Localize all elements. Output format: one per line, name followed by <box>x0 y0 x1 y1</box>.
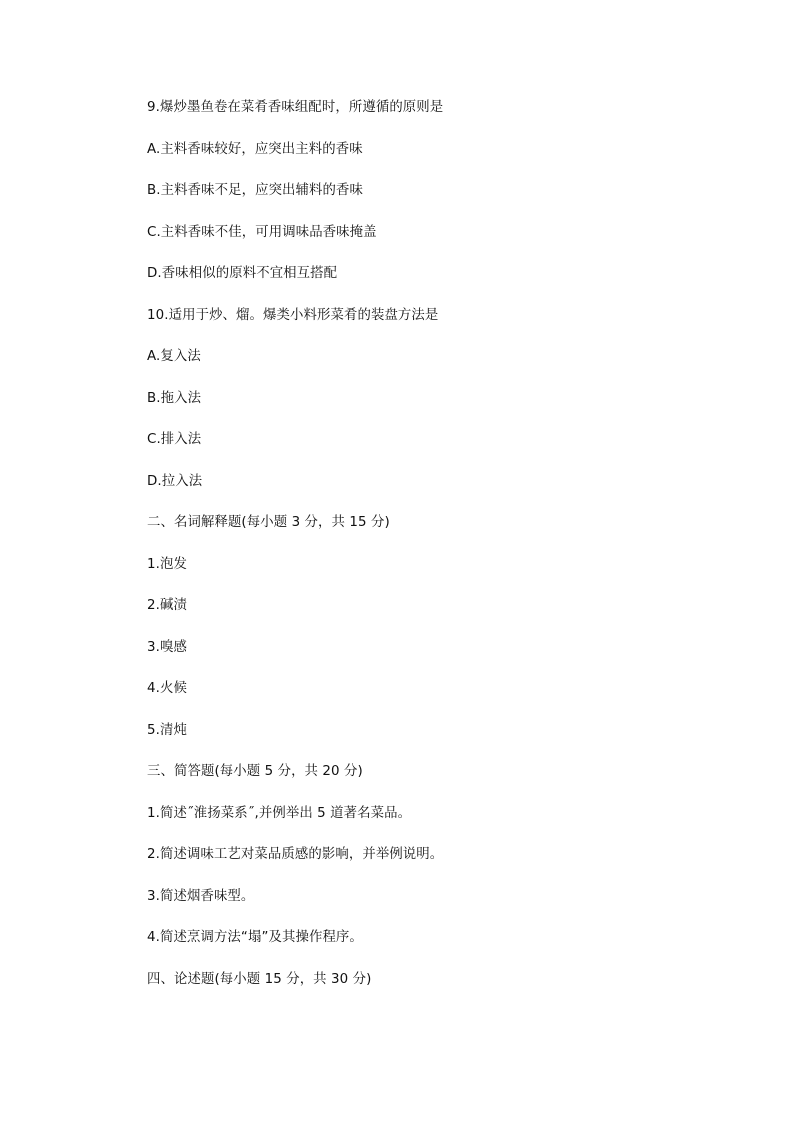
section-heading-terms: 二、名词解释题(每小题 3 分，共 15 分) <box>147 515 390 530</box>
term-item: 3.嗅感 <box>147 639 187 655</box>
short-answer-item: 4.简述烹调方法“塌”及其操作程序。 <box>147 930 363 945</box>
term-item: 2.碱渍 <box>147 598 187 613</box>
term-item: 1.泡发 <box>147 556 187 572</box>
term-item: 4.火候 <box>147 681 187 696</box>
question-9-option-a: A.主料香味较好，应突出主料的香味 <box>147 141 363 157</box>
question-10-option-d: D.拉入法 <box>147 473 203 489</box>
question-9-option-d: D.香味相似的原料不宜相互搭配 <box>147 266 338 281</box>
short-answer-item: 1.简述˝淮扬菜系˝,并例举出 5 道著名菜品。 <box>147 805 412 821</box>
section-heading-short-answer: 三、简答题(每小题 5 分，共 20 分) <box>147 764 363 779</box>
short-answer-item: 2.简述调味工艺对菜品质感的影响，并举例说明。 <box>147 847 444 862</box>
short-answer-item: 3.简述烟香味型。 <box>147 888 255 904</box>
question-10: 10.适用于炒、熘。爆类小料形菜肴的装盘方法是 <box>147 307 439 323</box>
section-heading-essay: 四、论述题(每小题 15 分，共 30 分) <box>147 971 372 987</box>
question-9-option-c: C.主料香味不佳，可用调味品香味掩盖 <box>147 224 377 240</box>
question-9-option-b: B.主料香味不足，应突出辅料的香味 <box>147 183 364 198</box>
exam-text <box>147 98 747 1011</box>
question-10-option-a: A.复入法 <box>147 349 201 364</box>
question-10-option-b: B.拖入法 <box>147 390 202 406</box>
term-item: 5.清炖 <box>147 722 187 738</box>
question-10-option-c: C.排入法 <box>147 432 202 447</box>
question-9: 9.爆炒墨鱼卷在菜肴香味组配时，所遵循的原则是 <box>147 100 444 115</box>
